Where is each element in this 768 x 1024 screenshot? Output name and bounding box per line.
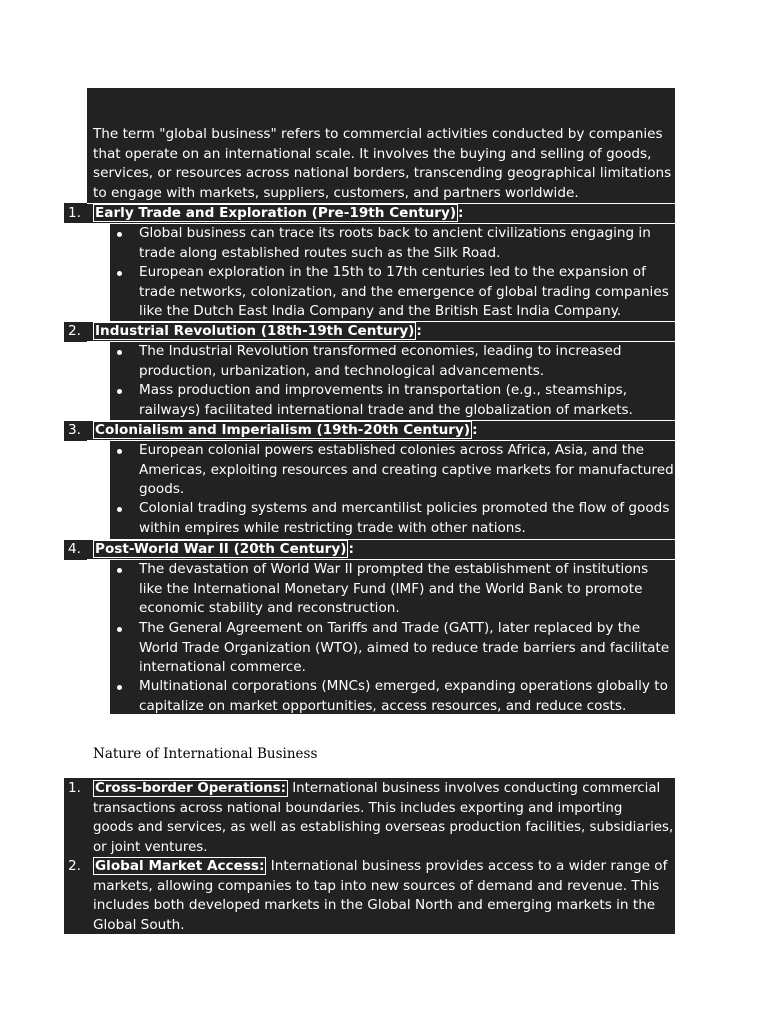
bullet-line: Global business can trace its roots back to ancient civilizations engaging in xyxy=(139,225,651,241)
nature-line: International business provides access to a wider range of xyxy=(266,858,668,874)
bullet-line: railways) facilitated international trade and the globalization of markets. xyxy=(139,401,633,418)
bullet-text xyxy=(139,677,668,716)
bullet-dot xyxy=(117,449,122,454)
nature-line: Global South. xyxy=(93,916,185,933)
bullet-text xyxy=(139,560,648,619)
list-number: 1. xyxy=(68,205,81,221)
nature-heading: Global Market Access: xyxy=(95,858,265,874)
intro-line: The term "global business" refers to commercial activities conducted by companies xyxy=(93,126,663,142)
bullet-line: Multinational corporations (MNCs) emerged, expanding operations globally to xyxy=(139,678,668,694)
bullet-text xyxy=(139,441,674,500)
history-heading xyxy=(93,322,422,342)
history-heading xyxy=(93,540,354,560)
bullet-line: European exploration in the 15th to 17th centuries led to the expansion of xyxy=(139,264,646,280)
bullet-line: Americas, exploiting resources and creating captive markets for manufactured xyxy=(139,461,674,478)
bullet-line: like the International Monetary Fund (IMF) and the World Bank to promote xyxy=(139,580,643,597)
bullet-line: international commerce. xyxy=(139,659,306,676)
bullet-line: Mass production and improvements in transportation (e.g., steamships, xyxy=(139,382,628,398)
bullet-line: The General Agreement on Tariffs and Trade (GATT), later replaced by the xyxy=(139,620,641,636)
list-number: 4. xyxy=(68,541,81,557)
intro-paragraph xyxy=(93,125,671,203)
nature-line: markets, allowing companies to tap into new sources of demand and revenue. This xyxy=(93,877,660,894)
bullet-line: production, urbanization, and technological advancements. xyxy=(139,362,545,379)
bullet-line: Colonial trading systems and mercantilist policies promoted the flow of goods xyxy=(139,500,670,516)
bullet-dot xyxy=(117,232,122,237)
list-number: 2. xyxy=(68,858,81,874)
heading-colon: : xyxy=(348,541,354,557)
heading-colon: : xyxy=(472,422,478,438)
bullet-line: World Trade Organization (WTO), aimed to reduce trade barriers and facilitate xyxy=(139,639,670,656)
nature-line: transactions across national boundaries. This includes exporting and importing xyxy=(93,800,623,816)
nature-item xyxy=(93,857,667,935)
list-number: 3. xyxy=(68,422,81,438)
bullet-line: trade along established routes such as the Silk Road. xyxy=(139,244,501,261)
heading-text: Industrial Revolution (18th-19th Century) xyxy=(95,323,415,339)
bullet-dot xyxy=(117,685,122,690)
bullet-dot xyxy=(117,568,122,573)
bullet-line: trade networks, colonization, and the emergence of global trading companies xyxy=(139,283,669,300)
bullet-text xyxy=(139,381,633,420)
history-heading xyxy=(93,204,463,224)
bullet-line: The Industrial Revolution transformed economies, leading to increased xyxy=(139,343,622,359)
bullet-line: European colonial powers established colonies across Africa, Asia, and the xyxy=(139,442,645,458)
bullet-line: like the Dutch East India Company and the British East India Company. xyxy=(139,303,622,320)
bullet-text xyxy=(139,224,651,263)
bullet-line: within empires while restricting trade with other nations. xyxy=(139,519,526,536)
intro-line: that operate on an international scale. It involves the buying and selling of goods, xyxy=(93,145,652,162)
heading-text: Early Trade and Exploration (Pre-19th Century) xyxy=(95,205,457,221)
nature-line: goods and services, as well as establishing overseas production facilities, subsidiaries, xyxy=(93,820,674,836)
nature-line: International business involves conducting commercial xyxy=(287,781,661,796)
nature-heading: Cross-border Operations: xyxy=(95,781,286,796)
list-number: 1. xyxy=(68,780,81,796)
bullet-line: The devastation of World War II prompted the establishment of institutions xyxy=(139,561,649,577)
nature-line: includes both developed markets in the Global North and emerging markets in the xyxy=(93,897,656,914)
bullet-dot xyxy=(117,350,122,355)
intro-line: services, or resources across national borders, transcending geographical limitations xyxy=(93,165,672,182)
bullet-text xyxy=(139,263,669,322)
heading-text: Colonialism and Imperialism (19th-20th Century) xyxy=(95,422,471,438)
nature-line: or joint ventures. xyxy=(93,839,208,855)
history-heading xyxy=(93,421,478,441)
list-number: 2. xyxy=(68,323,81,339)
bullet-dot xyxy=(117,271,122,276)
nature-item xyxy=(93,779,673,857)
bullet-line: economic stability and reconstruction. xyxy=(139,600,400,617)
bullet-dot xyxy=(117,507,122,512)
bullet-text xyxy=(139,499,669,538)
heading-text: Post-World War II (20th Century) xyxy=(95,541,347,557)
bullet-dot xyxy=(117,627,122,632)
heading-colon: : xyxy=(416,323,422,339)
heading-colon: : xyxy=(458,205,464,221)
section-title: Nature of International Business xyxy=(93,746,318,762)
bullet-text xyxy=(139,342,621,381)
bullet-line: goods. xyxy=(139,481,185,498)
bullet-dot xyxy=(117,389,122,394)
intro-line: to engage with markets, suppliers, customers, and partners worldwide. xyxy=(93,184,579,201)
bullet-line: capitalize on market opportunities, access resources, and reduce costs. xyxy=(139,697,627,714)
bullet-text xyxy=(139,619,669,678)
